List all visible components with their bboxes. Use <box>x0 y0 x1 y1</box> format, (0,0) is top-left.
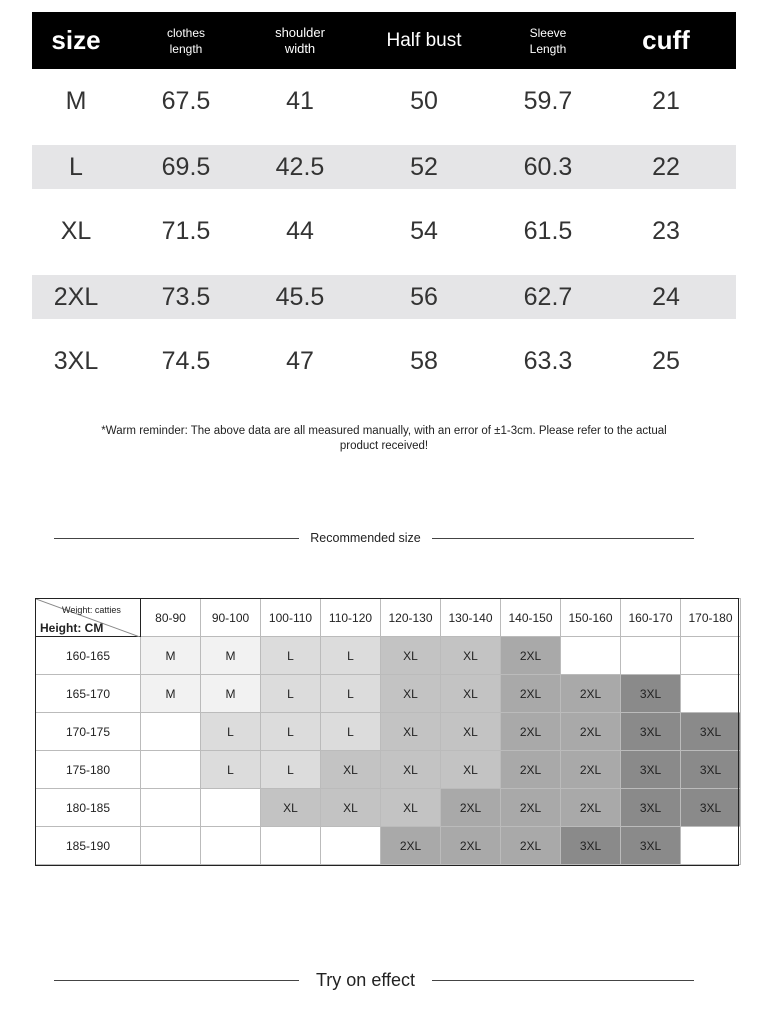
cell-clothes-length: 67.5 <box>161 87 211 115</box>
size-recommendation-cell <box>201 827 261 865</box>
divider-left <box>54 538 299 539</box>
size-recommendation-cell: L <box>321 675 381 713</box>
grid-row <box>36 789 741 827</box>
size-recommendation-cell <box>141 827 201 865</box>
cell-half-bust: 50 <box>410 87 438 115</box>
header-shoulder-width <box>252 25 348 57</box>
header-shoulder-width-line2: width <box>284 40 316 56</box>
recommended-size-grid <box>35 598 741 865</box>
size-recommendation-cell: 3XL <box>621 751 681 789</box>
grid-row <box>36 675 741 713</box>
size-recommendation-cell: XL <box>381 637 441 675</box>
cell-clothes-length: 71.5 <box>161 217 211 245</box>
weight-header-cell: 110-120 <box>321 599 381 637</box>
size-recommendation-cell: 2XL <box>501 789 561 827</box>
cell-half-bust: 58 <box>410 347 438 375</box>
size-recommendation-cell: 2XL <box>501 827 561 865</box>
try-on-effect-title: Try on effect <box>315 970 416 990</box>
size-recommendation-cell: 3XL <box>681 713 741 751</box>
size-recommendation-cell: XL <box>441 713 501 751</box>
height-axis-label: Height: CM <box>40 621 104 635</box>
cell-half-bust: 56 <box>410 282 438 311</box>
size-recommendation-cell: XL <box>441 751 501 789</box>
size-recommendation-cell: 2XL <box>561 751 621 789</box>
size-recommendation-cell: 2XL <box>381 827 441 865</box>
size-recommendation-cell: XL <box>381 713 441 751</box>
height-header-cell: 165-170 <box>36 675 141 713</box>
height-header-cell: 170-175 <box>36 713 141 751</box>
size-recommendation-cell <box>681 827 741 865</box>
cell-cuff: 25 <box>652 347 680 375</box>
grid-row <box>36 713 741 751</box>
size-recommendation-cell: 2XL <box>501 637 561 675</box>
size-recommendation-cell <box>561 637 621 675</box>
size-table-header <box>32 12 736 69</box>
size-recommendation-cell: 2XL <box>501 713 561 751</box>
weight-header-cell: 100-110 <box>261 599 321 637</box>
height-header-cell: 175-180 <box>36 751 141 789</box>
cell-cuff: 23 <box>652 217 680 245</box>
divider-right <box>432 980 694 981</box>
cell-clothes-length: 73.5 <box>161 282 211 311</box>
size-recommendation-cell: L <box>261 675 321 713</box>
recommended-size-title: Recommended size <box>310 531 421 545</box>
size-recommendation-cell: 2XL <box>561 675 621 713</box>
weight-header-cell: 160-170 <box>621 599 681 637</box>
table-row <box>32 329 736 394</box>
size-recommendation-cell: 3XL <box>621 675 681 713</box>
cell-sleeve-length: 61.5 <box>523 217 573 245</box>
size-recommendation-cell: 2XL <box>561 713 621 751</box>
recommended-size-heading <box>54 528 694 548</box>
table-row <box>32 69 736 134</box>
size-recommendation-cell: 3XL <box>621 827 681 865</box>
header-cuff: cuff <box>642 25 690 55</box>
size-recommendation-cell <box>681 675 741 713</box>
header-size: size <box>51 25 101 55</box>
cell-shoulder-width: 47 <box>286 347 314 375</box>
header-clothes-length-line1: clothes <box>166 25 206 40</box>
cell-sleeve-length: 60.3 <box>523 152 573 181</box>
cell-cuff: 24 <box>652 282 680 311</box>
weight-header-cell: 170-180 <box>681 599 741 637</box>
header-half-bust: Half bust <box>386 29 462 51</box>
header-sleeve-length-line2: Length <box>529 41 567 56</box>
size-recommendation-cell: 2XL <box>501 675 561 713</box>
cell-size: M <box>65 87 87 115</box>
size-recommendation-cell: L <box>201 713 261 751</box>
header-sleeve-length-line1: Sleeve <box>529 25 567 40</box>
header-clothes-length <box>120 25 252 57</box>
weight-header-cell: 140-150 <box>501 599 561 637</box>
cell-half-bust: 52 <box>410 152 438 181</box>
size-recommendation-cell: 3XL <box>621 789 681 827</box>
height-header-cell: 185-190 <box>36 827 141 865</box>
size-recommendation-cell <box>261 827 321 865</box>
size-recommendation-cell: 2XL <box>501 751 561 789</box>
size-recommendation-cell: 3XL <box>681 789 741 827</box>
size-recommendation-cell: XL <box>441 675 501 713</box>
size-recommendation-cell: L <box>201 751 261 789</box>
header-sleeve-length <box>500 25 596 57</box>
cell-size: 3XL <box>53 347 99 375</box>
cell-shoulder-width: 41 <box>286 87 314 115</box>
cell-clothes-length: 69.5 <box>161 152 211 181</box>
size-recommendation-cell: 3XL <box>561 827 621 865</box>
grid-header-row <box>36 599 741 637</box>
cell-sleeve-length: 59.7 <box>523 87 573 115</box>
cell-cuff: 22 <box>652 152 680 181</box>
weight-header-cell: 80-90 <box>141 599 201 637</box>
size-recommendation-cell: L <box>321 713 381 751</box>
size-recommendation-cell: 2XL <box>441 789 501 827</box>
size-recommendation-cell: L <box>261 751 321 789</box>
table-row <box>32 145 736 189</box>
size-recommendation-cell: XL <box>321 789 381 827</box>
size-measurement-table <box>32 12 736 394</box>
size-recommendation-cell: XL <box>441 637 501 675</box>
size-recommendation-cell: XL <box>261 789 321 827</box>
try-on-effect-heading <box>54 970 694 990</box>
cell-sleeve-length: 63.3 <box>523 347 573 375</box>
grid-row <box>36 827 741 865</box>
size-recommendation-cell: L <box>321 637 381 675</box>
weight-header-cell: 150-160 <box>561 599 621 637</box>
header-clothes-length-line2: length <box>169 41 203 56</box>
size-recommendation-cell: L <box>261 637 321 675</box>
weight-header-cell: 130-140 <box>441 599 501 637</box>
size-recommendation-cell <box>141 751 201 789</box>
size-recommendation-cell: 3XL <box>621 713 681 751</box>
size-recommendation-cell: XL <box>321 751 381 789</box>
weight-axis-label: Weight: catties <box>62 605 121 615</box>
size-recommendation-cell: XL <box>381 789 441 827</box>
size-recommendation-cell <box>681 637 741 675</box>
size-recommendation-cell: M <box>201 675 261 713</box>
cell-size: L <box>69 152 83 181</box>
divider-right <box>432 538 694 539</box>
cell-shoulder-width: 42.5 <box>275 152 325 181</box>
table-row <box>32 199 736 264</box>
header-shoulder-width-line1: shoulder <box>275 24 325 40</box>
warm-reminder-note: *Warm reminder: The above data are all measured manually, with an error of ±1-3cm. Please refer to the actual product received! <box>101 425 667 452</box>
cell-cuff: 21 <box>652 87 680 115</box>
grid-row <box>36 751 741 789</box>
size-recommendation-cell: M <box>141 637 201 675</box>
height-header-cell: 180-185 <box>36 789 141 827</box>
size-recommendation-cell <box>141 789 201 827</box>
weight-header-cell: 120-130 <box>381 599 441 637</box>
cell-sleeve-length: 62.7 <box>523 282 573 311</box>
table-row <box>32 275 736 319</box>
cell-size: XL <box>60 217 92 245</box>
height-header-cell: 160-165 <box>36 637 141 675</box>
cell-shoulder-width: 45.5 <box>275 282 325 311</box>
cell-clothes-length: 74.5 <box>161 347 211 375</box>
divider-left <box>54 980 299 981</box>
size-recommendation-cell: M <box>141 675 201 713</box>
weight-header-cell: 90-100 <box>201 599 261 637</box>
size-recommendation-cell: XL <box>381 751 441 789</box>
size-recommendation-cell <box>621 637 681 675</box>
size-recommendation-cell <box>321 827 381 865</box>
size-recommendation-cell: 2XL <box>561 789 621 827</box>
cell-half-bust: 54 <box>410 217 438 245</box>
cell-size: 2XL <box>53 282 99 311</box>
size-recommendation-cell <box>201 789 261 827</box>
cell-shoulder-width: 44 <box>286 217 314 245</box>
size-recommendation-cell: 3XL <box>681 751 741 789</box>
size-recommendation-cell: XL <box>381 675 441 713</box>
grid-corner-cell <box>36 599 141 637</box>
size-recommendation-cell: 2XL <box>441 827 501 865</box>
size-recommendation-cell <box>141 713 201 751</box>
size-recommendation-cell: L <box>261 713 321 751</box>
grid-row <box>36 637 741 675</box>
size-recommendation-cell: M <box>201 637 261 675</box>
